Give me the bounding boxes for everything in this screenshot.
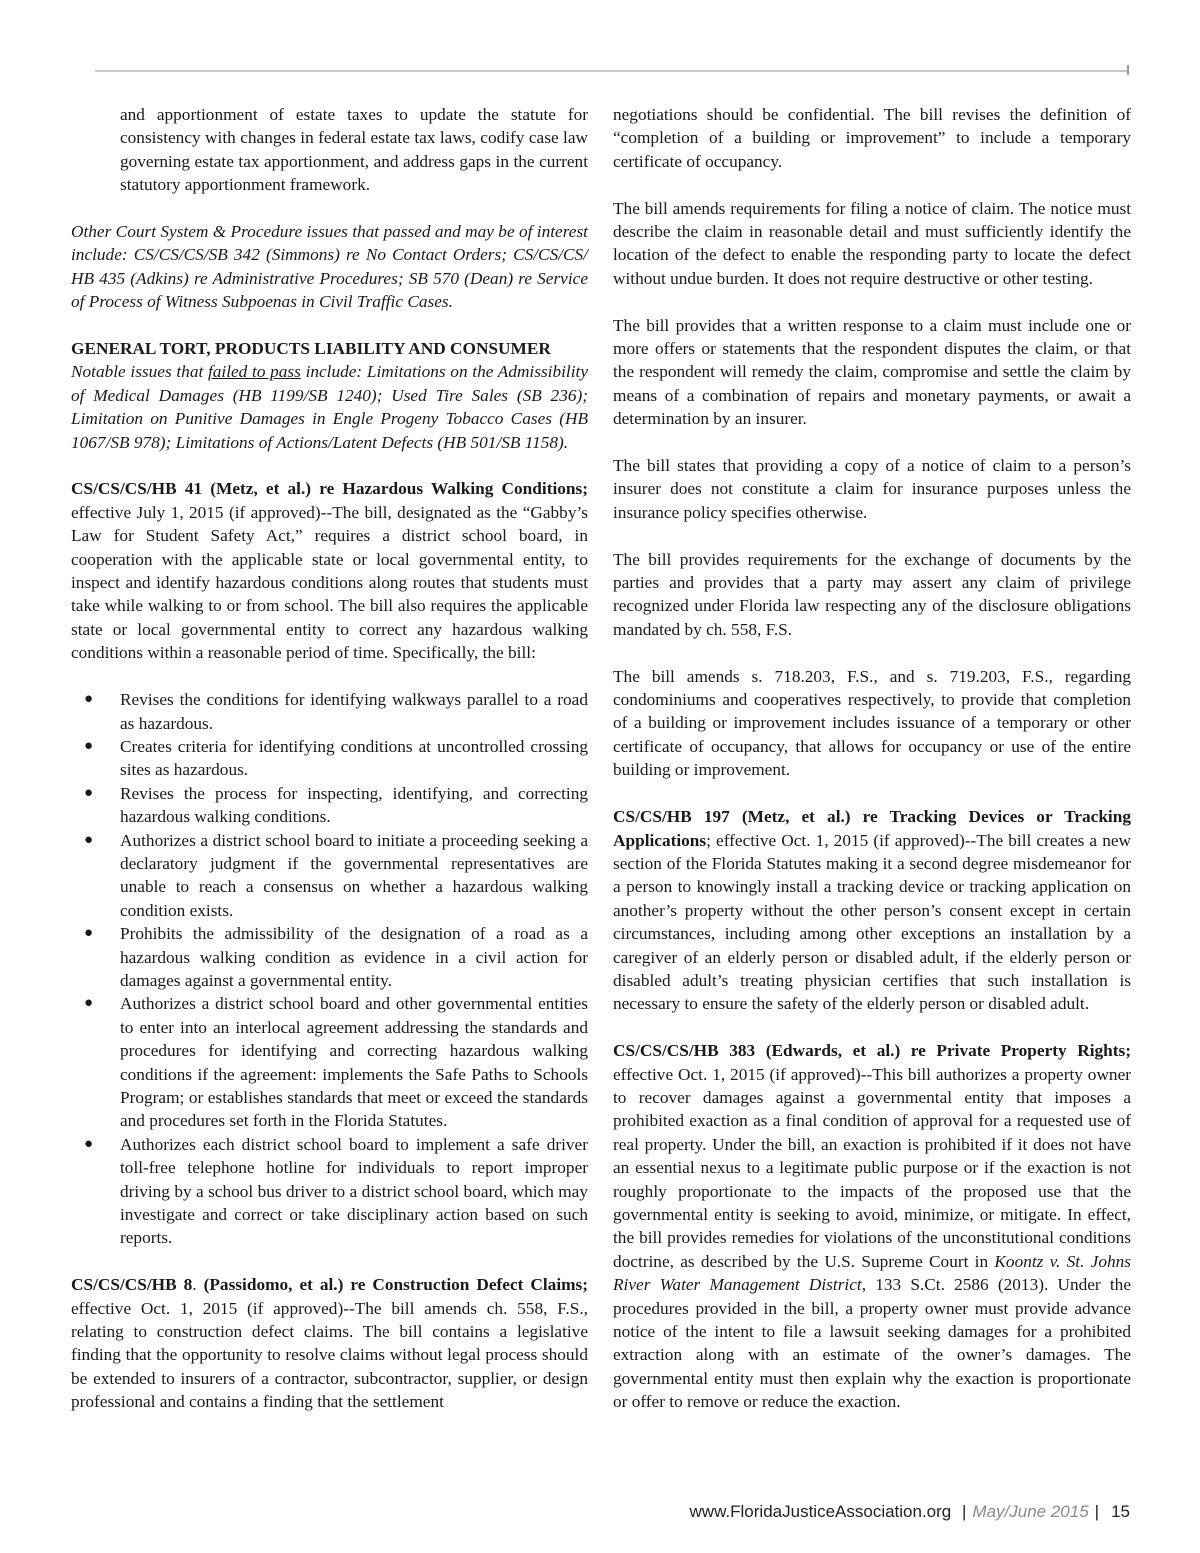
hb197-paragraph: [613, 805, 1131, 1016]
hb383-tail: , 133 S.Ct. 2586 (2013). Under the procedures provided in the bill, a property owner must provide advance notice of the intent to file a lawsuit seeking damages for a prohibited extraction along with an estimate of the owner’s damages. The governmental entity must then explain why the exaction is proportionate or offer to remove or reduce the exaction.: [613, 1275, 1131, 1412]
condominium-paragraph: The bill amends s. 718.203, F.S., and s. 719.203, F.S., regarding condominiums and cooperatives respectively, to provide that completion of a building or improvement includes issuance of a temporary or other certificate of occupancy, that allows for occupancy or use of the entire building or improvement.: [613, 666, 1131, 780]
bullet-icon: ●: [84, 925, 94, 942]
list-item: ● Creates criteria for identifying conditions at uncontrolled crossing sites as hazardous.: [84, 736, 588, 780]
list-item: ● Revises the process for inspecting, identifying, and correcting hazardous walking conditions.: [84, 783, 588, 827]
bullet-icon: ●: [84, 784, 94, 801]
hb197-body: ; effective Oct. 1, 2015 (if approved)--The bill creates a new section of the Florida Statutes making it a second degree misdemeanor for a person to knowingly install a tracking device or tracking application on another’s property without the other person’s consent except in certain circumstances, including among other exceptions an installation by a caregiver of an elderly person or disabled adult, if the elderly person or disabled adult’s treating physician certifies that such installation is necessary to ensure the safety of the elderly person or disabled adult.: [613, 830, 1131, 1014]
hb41-body: effective July 1, 2015 (if approved)--The bill, designated as the “Gabby’s Law for Student Safety Act,” requires a district school board, in cooperation with the applicable state or local governmental entity, to inspect and identify hazardous conditions along routes that students must take while walking to or from school. The bill also requires the applicable state or local governmental entity to correct any hazardous walking conditions within a reasonable period of time. Specifically, the bill:: [71, 502, 588, 663]
hb8-continuation: negotiations should be confidential. The bill revises the definition of “completion of a building or improvement” to include a temporary certificate of occupancy.: [613, 105, 1131, 171]
estate-tax-continuation: and apportionment of estate taxes to update the statute for consistency with changes in federal estate tax laws, codify case law governing estate tax apportionment, and address gaps in the current statutory apportionment framework.: [120, 105, 588, 195]
bullet-icon: ●: [84, 1135, 94, 1152]
hb8-title-text: (Passidomo, et al.) re Construction Defect Claims;: [203, 1275, 588, 1295]
bullet-icon: ●: [84, 691, 94, 708]
hb383-body: effective Oct. 1, 2015 (if approved)--This bill authorizes a property owner to recover damages against a governmental entity that imposes a prohibited exaction as a final condition of approval for a requested use of real property. Under the bill, an exaction is prohibited if it does not have an essential nexus to a legitimate public purpose or if the exaction is not roughly proportionate to the impacts of the proposed use that the governmental entity is seeking to avoid, minimize, or mitigate. In effect, the bill provides remedies for violations of the unconstitutional conditions doctrine, as described by the U.S. Supreme Court in: [613, 1064, 1131, 1271]
page-footer: [620, 1502, 1130, 1522]
website-link[interactable]: www.FloridaJusticeAssociation.org: [689, 1502, 952, 1521]
header-rule: [95, 70, 1129, 72]
issue-date: May/June 2015: [972, 1502, 1089, 1521]
hb41-paragraph: [71, 477, 588, 664]
left-column: [71, 103, 588, 1437]
hb8-title-number: CS/CS/CS/HB 8: [71, 1275, 193, 1295]
case-citation: Koontz v. St. Johns River Water Management District: [613, 1251, 1131, 1295]
list-item: ● Revises the conditions for identifying walkways parallel to a road as hazardous.: [84, 690, 588, 733]
hb41-title: CS/CS/CS/HB 41 (Metz, et al.) re Hazardous Walking Conditions;: [71, 479, 588, 499]
documents-paragraph: The bill provides requirements for the exchange of documents by the parties and provides that a party may assert any claim of privilege recognized under Florida law respecting any of the disclosure obligations mandated by ch. 558, F.S.: [613, 549, 1131, 639]
insurer-paragraph: The bill states that providing a copy of a notice of claim to a person’s insurer does not constitute a claim for insurance purposes unless the insurance policy specifies otherwise.: [613, 456, 1131, 522]
notable-issues-text: Notable issues that failed to pass include: Limitations on the Admissibility of Medical Damages (HB 1199/SB 1240); Used Tire Sales (SB 236); Limitation on Punitive Damages in Engle Progeny Tobacco Cases (HB 1067/SB 978); Limitations of Actions/Latent Defects (HB 501/SB 1158).: [71, 362, 589, 452]
list-item: ● Authorizes each district school board to implement a safe driver toll-free telephone hotline for individuals to report improper driving by a school bus driver to a district school board, which may investigate and correct or take disciplinary action based on such reports.: [84, 1134, 588, 1248]
hb8-body: effective Oct. 1, 2015 (if approved)--The bill amends ch. 558, F.S., relating to construction defect claims. The bill contains a legislative finding that the opportunity to resolve claims without legal process should be extended to insurers of a contractor, subcontractor, supplier, or design professional and contains a finding that the settlement: [71, 1298, 588, 1412]
bullet-icon: ●: [84, 995, 94, 1012]
page-number: 15: [1111, 1502, 1130, 1521]
failed-to-pass-emphasis: failed to pass: [207, 362, 301, 382]
hb383-paragraph: [613, 1039, 1131, 1414]
general-tort-section: [71, 337, 588, 454]
right-column: [613, 103, 1131, 1437]
written-response-paragraph: The bill provides that a written response to a claim must include one or more offers or statements that the respondent disputes the claim, or that the respondent will remedy the claim, compromise and settle the claim by means of a combination of repairs and monetary payments, or await a determination by an insurer.: [613, 315, 1131, 429]
hb197-title: CS/CS/HB 197 (Metz, et al.) re Tracking Devices or Tracking Applications: [613, 807, 1131, 850]
footer-separator: |: [961, 1502, 967, 1521]
header-rule-tick: [1127, 65, 1129, 75]
footer-separator: |: [1094, 1502, 1100, 1521]
section-heading: GENERAL TORT, PRODUCTS LIABILITY AND CONSUMER: [71, 339, 551, 359]
list-item: ● Authorizes a district school board and other governmental entities to enter into an interlocal agreement addressing the standards and procedures for identifying and correcting hazardous walking conditions if the agreement: implements the Safe Paths to Schools Program; or establishes standards that meet or exceed the standards and procedures set forth in the Florida Statutes.: [84, 994, 588, 1131]
hb8-paragraph: CS/CS/CS/HB 8. (Passidomo, et al.) re Construction Defect Claims; effective Oct. 1, 2015 (if approved)--The bill amends ch. 558, F.S., relating to construction defect claims. The bill contains a legislative finding that the opportunity to resolve claims without legal process should be extended to insurers of a contractor, subcontractor, supplier, or design professional and contains a finding that the settlement: [71, 1275, 588, 1412]
hb41-bullet-list: [71, 688, 588, 1250]
bullet-icon: ●: [84, 831, 94, 848]
list-item: ● Prohibits the admissibility of the designation of a road as a hazardous walking condition as evidence in a civil action for damages against a governmental entity.: [84, 924, 588, 990]
hb383-title: CS/CS/CS/HB 383 (Edwards, et al.) re Private Property Rights;: [613, 1041, 1131, 1061]
notice-of-claim-paragraph: The bill amends requirements for filing a notice of claim. The notice must describe the claim in reasonable detail and must sufficiently identify the location of the defect to enable the responding party to locate the defect without undue burden. It does not require destructive or other testing.: [613, 198, 1131, 288]
list-item: ● Authorizes a district school board to initiate a proceeding seeking a declaratory judgment if the governmental representatives are unable to reach a consensus on whether a hazardous walking condition exists.: [84, 830, 588, 920]
bullet-icon: ●: [84, 737, 94, 754]
other-court-issues: Other Court System & Procedure issues that passed and may be of interest include: CS/CS/CS/SB 342 (Simmons) re No Contact Orders; CS/CS/CS/ HB 435 (Adkins) re Administrative Procedures; SB 570 (Dean) re Service of Process of Witness Subpoenas in Civil Traffic Cases.: [71, 222, 588, 312]
